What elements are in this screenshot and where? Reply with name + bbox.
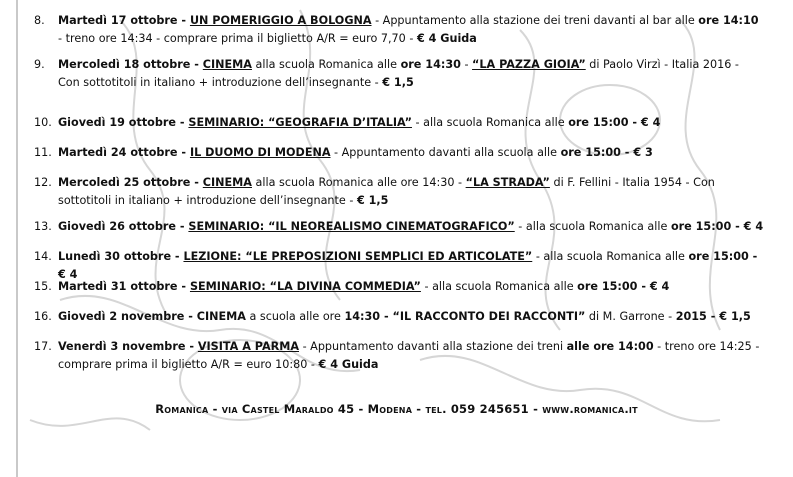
event-detail: - alla scuola Romanica alle [411,116,569,129]
event-detail-bold: Venerdì 3 novembre - [58,340,198,353]
event-number: 16. [34,310,52,323]
event-title: CINEMA [202,58,252,71]
event-title: LEZIONE: “LE PREPOSIZIONI SEMPLICI ED ARTICOLATE” [183,250,533,263]
event-detail-bold: 2015 - € 1,5 [675,310,751,323]
event-detail-bold: Martedì 24 ottobre - [58,146,190,159]
event-detail-bold: alle ore 14:00 [566,340,654,353]
event-detail: - Appuntamento davanti alla stazione dei treni [299,340,567,353]
event-item [34,174,764,210]
event-detail-bold: Martedì 31 ottobre - [58,280,190,293]
event-item [34,218,764,236]
event-title: VISITA A PARMA [197,340,300,353]
event-detail: - alla scuola Romanica alle [420,280,578,293]
event-detail-bold: € 4 Guida [416,32,477,45]
event-detail-bold: Giovedì 2 novembre - CINEMA [58,310,246,323]
event-detail-bold: ore 15:00 - € 3 [560,146,653,159]
event-detail: alla scuola Romanica alle ore 14:30 - [251,176,466,189]
event-title: UN POMERIGGIO A BOLOGNA [189,14,372,27]
event-number: 13. [34,220,52,233]
event-item [34,12,764,48]
event-detail: - Appuntamento alla stazione dei treni davanti al bar alle [371,14,699,27]
event-title: CINEMA [202,176,252,189]
event-item [34,56,764,92]
event-number: 12. [34,176,52,189]
event-detail-bold: ore 14:30 [400,58,461,71]
event-detail-bold: Mercoledì 18 ottobre - [58,58,203,71]
event-detail-bold: Martedì 17 ottobre - [58,14,190,27]
event-detail: di Paolo Virzì - Italia 2016 - Con sottotitoli in italiano + introduzione dell’insegnante - [58,58,739,89]
event-item [34,308,764,326]
event-detail: - treno ore 14:34 - comprare prima il biglietto A/R = euro 7,70 - [58,32,417,45]
event-item [34,278,764,296]
event-detail: - alla scuola Romanica alle [514,220,671,233]
event-title: “LA STRADA” [465,176,550,189]
event-item [34,338,764,374]
event-number: 10. [34,116,52,129]
event-detail: - alla scuola Romanica alle [532,250,689,263]
event-title: SEMINARIO: “IL NEOREALISMO CINEMATOGRAFICO” [188,220,515,233]
event-number: 8. [34,14,45,27]
event-number: 11. [34,146,52,159]
event-detail-bold: Lunedì 30 ottobre - [58,250,184,263]
event-detail-bold: ore 14:10 [698,14,759,27]
event-number: 14. [34,250,52,263]
event-detail: a scuola alle ore [245,310,345,323]
event-title: SEMINARIO: “GEOGRAFIA D’ITALIA” [188,116,412,129]
event-detail: alla scuola Romanica alle [251,58,401,71]
event-detail: - [460,58,473,71]
event-item [34,144,764,162]
event-detail-bold: € 4 Guida [318,358,379,371]
event-detail: - treno ore 14:25 - comprare prima il biglietto A/R = euro 10:80 - [58,340,760,371]
event-title: SEMINARIO: “LA DIVINA COMMEDIA” [189,280,421,293]
footer-contact: Romanica - via Castel Maraldo 45 - Modena - tel. 059 245651 - www.romanica.it [155,402,638,416]
event-detail-bold: 14:30 - “IL RACCONTO DEI RACCONTI” [344,310,586,323]
event-detail-bold: € 1,5 [356,194,389,207]
event-number: 15. [34,280,52,293]
event-detail-bold: ore 15:00 - € 4 [670,220,764,233]
event-number: 17. [34,340,52,353]
event-detail-bold: ore 15:00 - € 4 [58,250,758,281]
event-detail-bold: € 1,5 [382,76,414,89]
event-detail-bold: Mercoledì 25 ottobre - [58,176,203,189]
event-title: IL DUOMO DI MODENA [189,146,331,159]
event-detail: di F. Fellini - Italia 1954 - Con sottotitoli in italiano + introduzione dell’insegnante - [58,176,715,207]
event-item [34,114,764,132]
event-detail-bold: ore 15:00 - € 4 [577,280,670,293]
event-detail: - Appuntamento davanti alla scuola alle [330,146,561,159]
event-detail-bold: Giovedì 19 ottobre - [58,116,189,129]
event-detail-bold: ore 15:00 - € 4 [568,116,661,129]
event-title: “LA PAZZA GIOIA” [472,58,586,71]
event-detail-bold: Giovedì 26 ottobre - [58,220,189,233]
event-number: 9. [34,58,45,71]
event-detail: di M. Garrone - [585,310,676,323]
